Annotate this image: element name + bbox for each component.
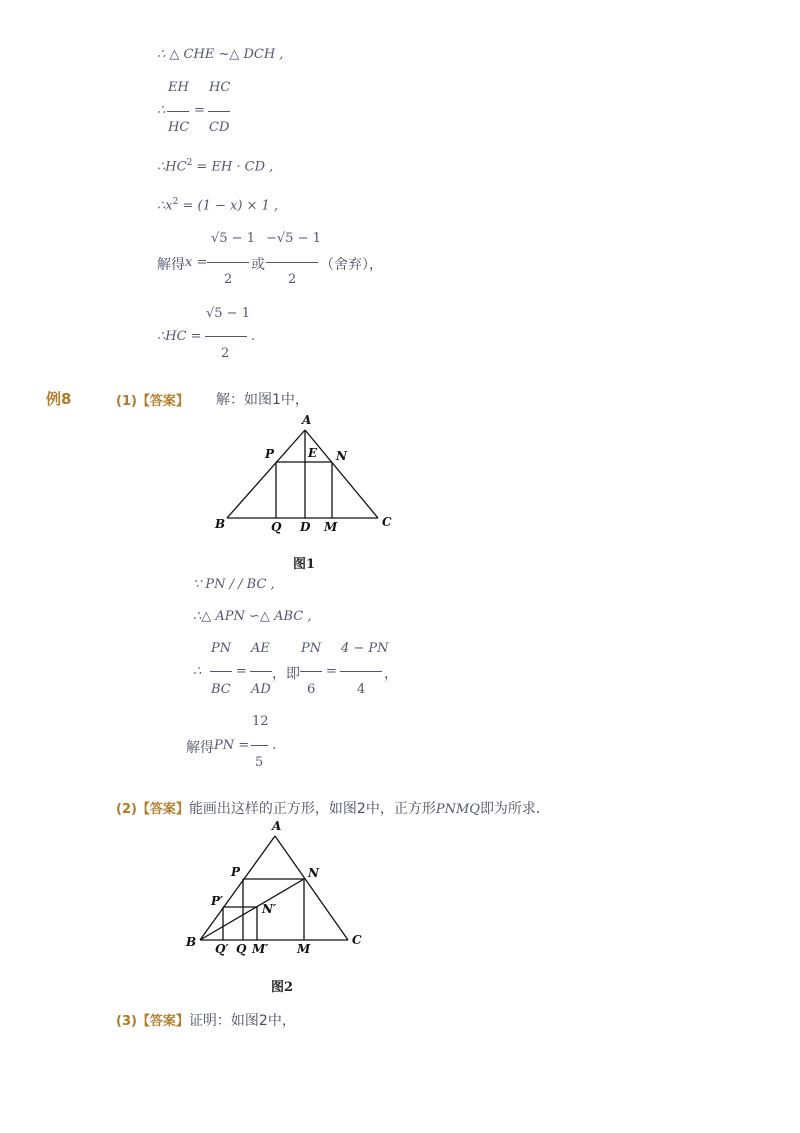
answer-tag-2: (2)【答案】 xyxy=(116,802,189,817)
label-p: P xyxy=(231,865,241,879)
frac-den: 2 xyxy=(224,272,233,287)
frac-num: 4 − PN xyxy=(341,641,389,656)
side-ac xyxy=(305,430,378,518)
answer-tag-1: (1)【答案】 xyxy=(116,394,189,409)
label-b: B xyxy=(215,517,226,531)
side-ac xyxy=(275,836,348,940)
label-n: N xyxy=(308,866,319,880)
frac-den: AD xyxy=(251,682,271,697)
label-q: Q xyxy=(236,942,247,956)
label-a: A xyxy=(302,413,312,427)
frac-den: 6 xyxy=(307,682,316,697)
answer-text-1: 解：如图1中， xyxy=(216,392,309,408)
line-parallel: ∵ PN / / BC , xyxy=(193,577,275,592)
frac-num: PN xyxy=(211,641,232,656)
figure-2-caption: 图2 xyxy=(271,980,294,995)
frac-den: 2 xyxy=(221,346,230,361)
label-n-prime: N′ xyxy=(262,902,277,916)
figure-2 xyxy=(180,818,370,960)
frac-den: HC xyxy=(168,120,190,135)
label-c: C xyxy=(382,515,392,529)
frac-den: CD xyxy=(209,120,230,135)
fraction-bar xyxy=(207,262,249,263)
fraction-bar xyxy=(208,111,230,112)
frac-num: √5 − 1 xyxy=(211,231,255,246)
frac-num: EH xyxy=(168,80,189,95)
label-p: P xyxy=(265,447,275,461)
label-e: E xyxy=(308,446,318,460)
diagonal-bn xyxy=(200,879,304,940)
answer-tag-3: (3)【答案】 xyxy=(116,1014,189,1029)
frac-den: 4 xyxy=(357,682,366,697)
frac-num: 12 xyxy=(252,714,269,729)
label-c: C xyxy=(352,933,362,947)
figure-1 xyxy=(210,410,400,535)
line-similar: ∴△ APN ∽△ ABC , xyxy=(193,609,312,624)
side-ab xyxy=(200,836,275,940)
frac-den: BC xyxy=(211,682,231,697)
frac-num: −√5 − 1 xyxy=(266,231,321,246)
fraction-bar xyxy=(266,262,318,263)
label-b: B xyxy=(186,935,197,949)
line-similar-triangles: ∴ △ CHE ~△ DCH , xyxy=(157,47,284,62)
fraction-bar xyxy=(340,671,382,672)
example-label: 例8 xyxy=(46,390,72,408)
label-m: M xyxy=(324,520,338,534)
fraction-bar xyxy=(210,671,232,672)
label-q-prime: Q′ xyxy=(215,942,229,956)
frac-den: 5 xyxy=(255,755,264,770)
line-x-squared: $\therefore x^2 = (1 - x) \times 1$ , xyxy=(157,197,279,214)
frac-num: AE xyxy=(251,641,270,656)
frac-num: PN xyxy=(301,641,322,656)
label-q: Q xyxy=(271,520,282,534)
frac-num: √5 − 1 xyxy=(206,306,250,321)
label-p-prime: P′ xyxy=(211,894,224,908)
label-m-prime: M′ xyxy=(252,942,269,956)
label-a: A xyxy=(272,819,282,833)
fraction-bar xyxy=(250,671,272,672)
fraction-bar xyxy=(300,671,322,672)
fraction-bar xyxy=(205,336,247,337)
answer-line-2: (2)【答案】能画出这样的正方形，如图2中，正方形PNMQ即为所求． xyxy=(116,801,550,817)
side-ab xyxy=(227,430,305,518)
fraction-bar xyxy=(167,111,189,112)
figure-1-caption: 图1 xyxy=(293,557,316,572)
fraction-bar xyxy=(251,745,268,746)
frac-num: HC xyxy=(209,80,231,95)
line-hc-squared: $\therefore HC^2$ = EH · CD , xyxy=(157,158,274,175)
label-n: N xyxy=(336,449,347,463)
label-m: M xyxy=(297,942,311,956)
label-d: D xyxy=(300,520,311,534)
frac-den: 2 xyxy=(288,272,297,287)
answer-line-3: (3)【答案】证明：如图2中， xyxy=(116,1013,296,1029)
